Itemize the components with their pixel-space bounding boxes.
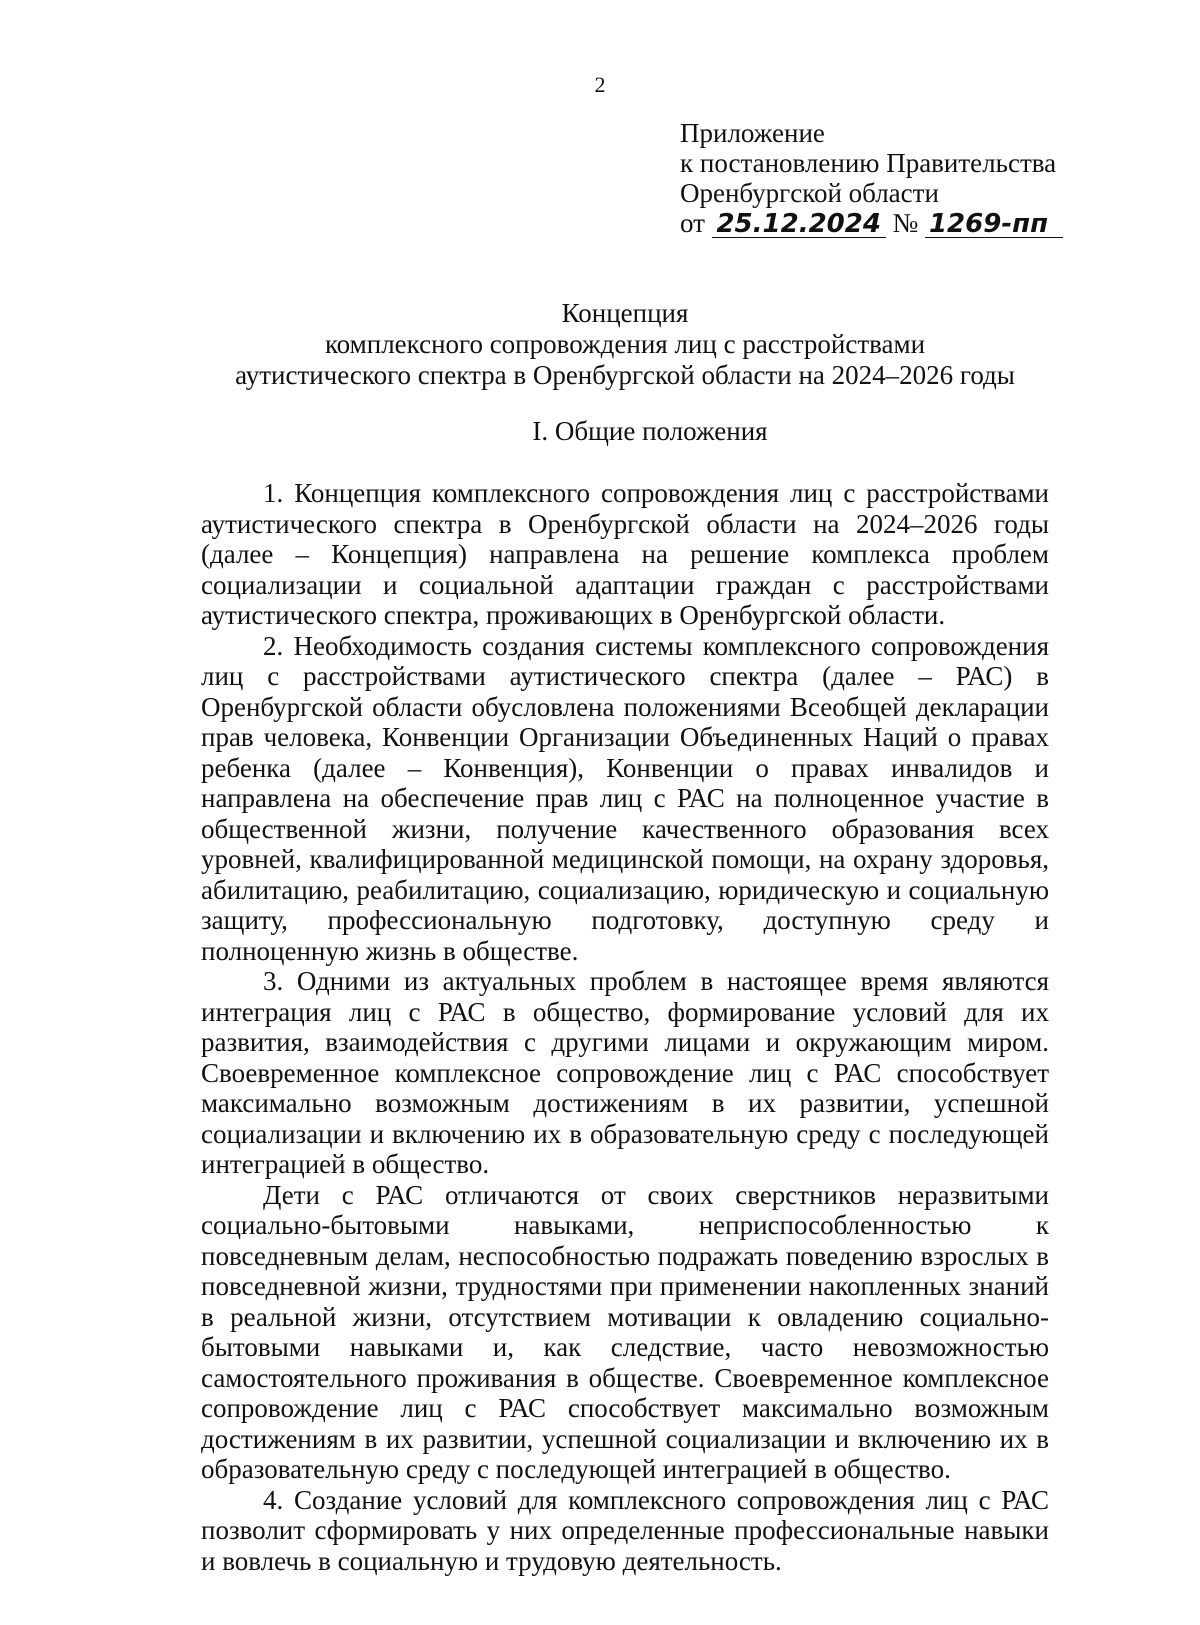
appendix-region-line: Оренбургской области: [680, 178, 939, 208]
title-line-3: аутистического спектра в Оренбургской области на 2024–2026 годы: [235, 360, 1015, 390]
title-line-2: комплексного сопровождения лиц с расстройствами: [324, 329, 926, 359]
from-label: от: [680, 208, 705, 238]
appendix-date-number-line: [680, 208, 1063, 238]
paragraph-3-continued: Дети с РАС отличаются от своих сверстников неразвитыми социально-бытовыми навыками, неприспособленностью к повседневным делам, неспособностью подражать поведению взрослых в повседневной жизни, трудностями при применении накопленных знаний в реальной жизни, отсутствием мотивации к овладению социально-бытовыми навыками и, как следствие, часто невозможностью самостоятельного проживания в обществе. Своевременное комплексное сопровождение лиц с РАС способствует максимально возможным достижениям в их развитии, успешной социализации и включению их в образовательную среду с последующей интеграцией в общество.: [201, 1179, 1049, 1484]
page-number: 2: [594, 72, 606, 97]
appendix-label: Приложение: [680, 118, 825, 148]
title-line-1: Концепция: [561, 298, 689, 328]
paragraph-2: 2. Необходимость создания системы комплексного сопровождения лиц с расстройствами аутистического спектра (далее – РАС) в Оренбургской области обусловлена положениями Всеобщей декларации прав человека, Конвенции Организации Объединенных Наций о правах ребенка (далее – Конвенция), Конвенции о правах инвалидов и направлена на обеспечение прав лиц с РАС на полноценное участие в общественной жизни, получение качественного образования всех уровней, квалифицированной медицинской помощи, на охрану здоровья, абилитацию, реабилитацию, социализацию, юридическую и социальную защиту, профессиональную подготовку, доступную среду и полноценную жизнь в обществе.: [201, 630, 1049, 966]
decree-number: 1269-пп: [925, 211, 1063, 238]
number-label: №: [892, 208, 919, 238]
decree-date: 25.12.2024: [712, 211, 886, 238]
appendix-decree-line: к постановлению Правительства: [680, 148, 1057, 178]
document-body: [201, 478, 1049, 1576]
section-title: I. Общие положения: [532, 416, 768, 446]
document-title: [0, 298, 1200, 391]
paragraph-3: 3. Одними из актуальных проблем в настоящее время являются интеграция лиц с РАС в общество, формирование условий для их развития, взаимодействия с другими лицами и окружающим миром. Своевременное комплексное сопровождение лиц с РАС способствует максимально возможным достижениям в их развитии, успешной социализации и включению их в образовательную среду с последующей интеграцией в общество.: [201, 966, 1049, 1179]
paragraph-4: 4. Создание условий для комплексного сопровождения лиц с РАС позволит сформировать у них определенные профессиональные навыки и вовлечь в социальную и трудовую деятельность.: [201, 1484, 1049, 1576]
paragraph-1: 1. Концепция комплексного сопровождения лиц с расстройствами аутистического спектра в Оренбургской области на 2024–2026 годы (далее – Концепция) направлена на решение комплекса проблем социализации и социальной адаптации граждан с расстройствами аутистического спектра, проживающих в Оренбургской области.: [201, 478, 1049, 630]
appendix-block: [680, 118, 1063, 238]
